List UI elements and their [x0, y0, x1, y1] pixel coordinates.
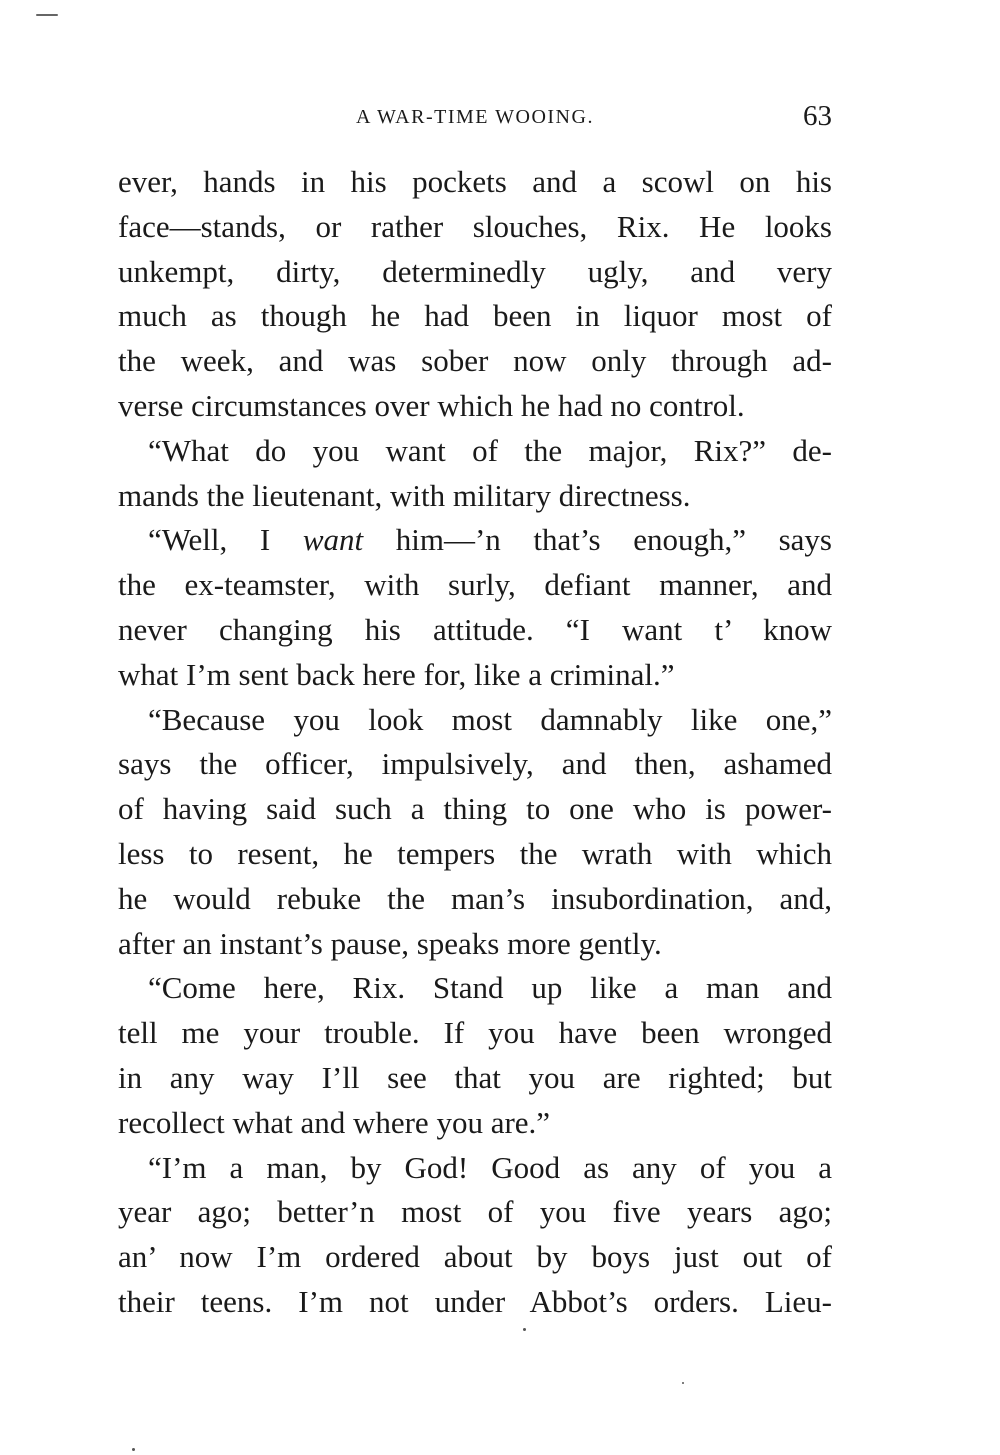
text-line — [118, 518, 832, 563]
text-line: year ago; better’n most of you five years ago; — [118, 1194, 832, 1230]
emphasized-word: want — [302, 522, 364, 558]
running-head — [118, 100, 832, 136]
text-line: “Come here, Rix. Stand up like a man and — [148, 970, 832, 1006]
text-line: unkempt, dirty, determinedly ugly, and very — [118, 253, 832, 289]
page-number: 63 — [803, 100, 832, 132]
text-line: mands the lieutenant, with military directness. — [118, 477, 691, 513]
scan-speck — [36, 14, 58, 16]
text-line: of having said such a thing to one who is power- — [118, 791, 832, 827]
text-line: “Because you look most damnably like one,” — [148, 701, 832, 737]
text-run: “Well, I — [148, 522, 303, 558]
scan-speck — [132, 1448, 135, 1451]
text-line: their teens. I’m not under Abbot’s orders. Lieu- — [118, 1283, 832, 1319]
text-line: the ex-teamster, with surly, defiant manner, and — [118, 567, 832, 603]
text-line: never changing his attitude. “I want t’ know — [118, 611, 832, 647]
text-line: less to resent, he tempers the wrath with which — [118, 835, 832, 871]
text-line: what I’m sent back here for, like a criminal.” — [118, 656, 675, 692]
text-line: face—stands, or rather slouches, Rix. He looks — [118, 208, 832, 244]
text-line: “What do you want of the major, Rix?” de- — [148, 432, 832, 468]
text-line: tell me your trouble. If you have been wronged — [118, 1015, 832, 1051]
text-line: recollect what and where you are.” — [118, 1104, 551, 1140]
text-run: him—’n that’s enough,” says — [363, 522, 832, 558]
body-text — [118, 160, 832, 1325]
text-line: says the officer, impulsively, and then, ashamed — [118, 746, 832, 782]
text-line: ever, hands in his pockets and a scowl on his — [118, 164, 832, 199]
scan-speck — [682, 1382, 684, 1384]
text-line: verse circumstances over which he had no control. — [118, 387, 745, 423]
running-title: A WAR-TIME WOOING. — [356, 106, 594, 128]
text-line: in any way I’ll see that you are righted; but — [118, 1059, 832, 1095]
text-line: “I’m a man, by God! Good as any of you a — [148, 1149, 832, 1185]
text-line: much as though he had been in liquor most of — [118, 298, 832, 334]
scan-speck — [523, 1328, 526, 1331]
text-line: an’ now I’m ordered about by boys just out of — [118, 1239, 832, 1275]
text-line: the week, and was sober now only through ad- — [118, 343, 832, 379]
text-line: after an instant’s pause, speaks more gently. — [118, 925, 662, 961]
text-line: he would rebuke the man’s insubordination, and, — [118, 880, 832, 916]
